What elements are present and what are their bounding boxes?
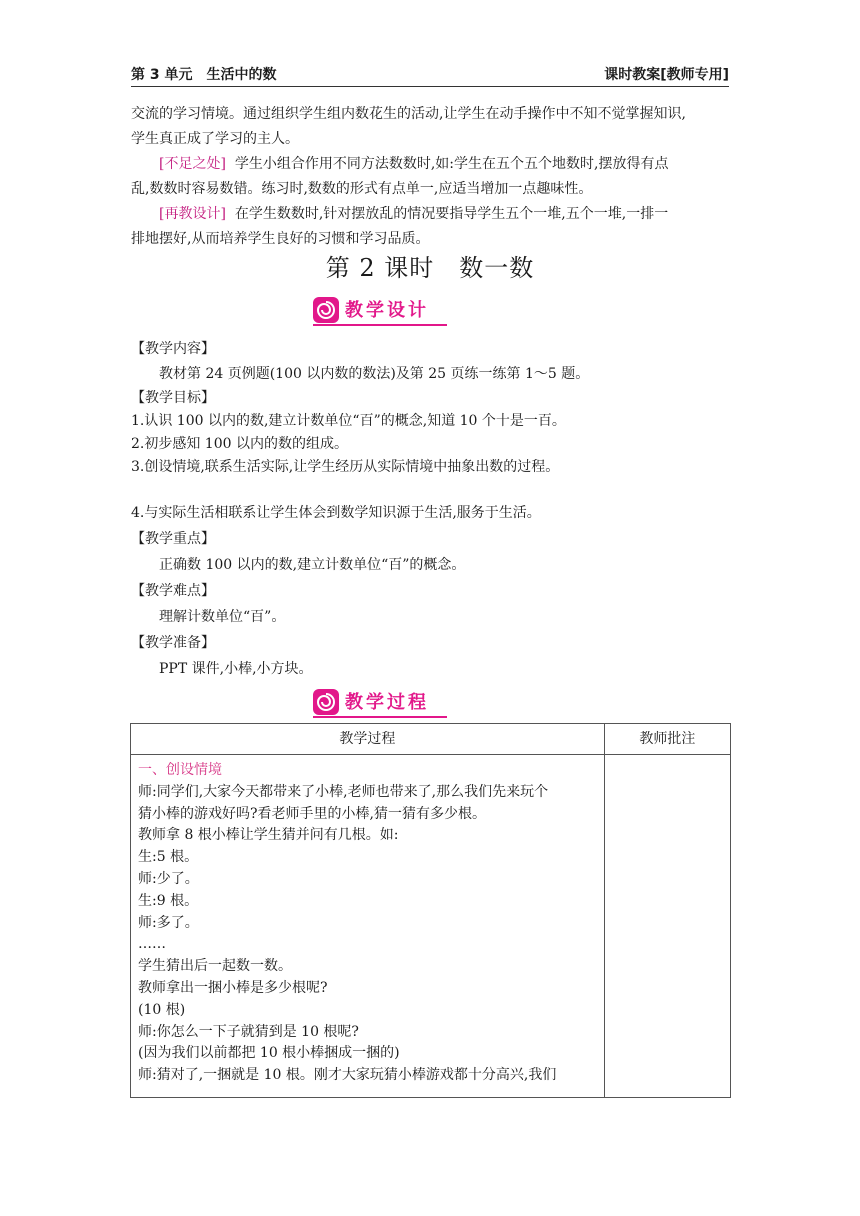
spiral-logo-icon bbox=[313, 297, 339, 323]
key-points-heading: 【教学重点】 bbox=[131, 531, 215, 547]
page-header bbox=[131, 64, 729, 87]
table-row bbox=[131, 755, 731, 1098]
section-title: 一、创设情境 bbox=[138, 762, 222, 778]
shortcoming-line-2: 乱,数数时容易数错。练习时,数数的形式有点单一,应适当增加一点趣味性。 bbox=[131, 181, 593, 197]
goal-item-1: 1.认识 100 以内的数,建立计数单位“百”的概念,知道 10 个十是一百。 bbox=[131, 413, 566, 429]
process-table bbox=[130, 723, 731, 1098]
prep-heading: 【教学准备】 bbox=[131, 635, 215, 651]
column-header-process: 教学过程 bbox=[131, 724, 605, 755]
shortcoming-tag: [不足之处] bbox=[159, 156, 226, 172]
process-banner bbox=[313, 688, 447, 718]
shortcoming-text-1: 学生小组合作用不同方法数数时,如:学生在五个五个地数时,摆放得有点 bbox=[234, 156, 669, 172]
difficulty-text: 理解计数单位“百”。 bbox=[159, 609, 286, 625]
process-line: …… bbox=[138, 936, 166, 953]
process-line: 教师拿出一捆小棒是多少根呢? bbox=[138, 979, 328, 996]
banner-underline bbox=[313, 324, 447, 326]
process-line: 生:5 根。 bbox=[138, 849, 199, 866]
process-line: 教师拿 8 根小棒让学生猜并问有几根。如: bbox=[138, 827, 399, 844]
redesign-line-2: 排地摆好,从而培养学生良好的习惯和学习品质。 bbox=[131, 231, 430, 247]
spiral-logo-icon bbox=[313, 689, 339, 715]
redesign-line-1 bbox=[159, 204, 668, 224]
process-line: 师:你怎么一下子就猜到是 10 根呢? bbox=[138, 1023, 359, 1040]
lesson-title: 第 2 课时 数一数 bbox=[325, 254, 535, 282]
process-cell bbox=[131, 755, 605, 1098]
intro-line-1: 交流的学习情境。通过组织学生组内数花生的活动,让学生在动手操作中不知不觉掌握知识, bbox=[131, 106, 686, 122]
design-banner-label: 教学设计 bbox=[345, 300, 429, 321]
difficulty-heading: 【教学难点】 bbox=[131, 583, 215, 599]
key-points-text: 正确数 100 以内的数,建立计数单位“百”的概念。 bbox=[159, 557, 466, 573]
shortcoming-line-1 bbox=[159, 154, 668, 174]
process-line: (10 根) bbox=[138, 1001, 186, 1018]
process-line: 猜小棒的游戏好吗?看老师手里的小棒,猜一猜有多少根。 bbox=[138, 805, 486, 822]
process-line: 生:9 根。 bbox=[138, 892, 199, 909]
goals-heading: 【教学目标】 bbox=[131, 390, 215, 406]
redesign-text-1: 在学生数数时,针对摆放乱的情况要指导学生五个一堆,五个一堆,一排一 bbox=[234, 206, 669, 222]
notes-cell[interactable] bbox=[604, 755, 730, 1098]
content-text: 教材第 24 页例题(100 以内数的数法)及第 25 页练一练第 1～5 题。 bbox=[159, 366, 590, 382]
prep-text: PPT 课件,小棒,小方块。 bbox=[159, 661, 313, 677]
column-header-notes: 教师批注 bbox=[604, 724, 730, 755]
process-line: (因为我们以前都把 10 根小棒捆成一捆的) bbox=[138, 1045, 400, 1062]
process-line: 师:多了。 bbox=[138, 914, 199, 931]
process-line: 师:同学们,大家今天都带来了小棒,老师也带来了,那么我们先来玩个 bbox=[138, 783, 549, 800]
content-heading: 【教学内容】 bbox=[131, 341, 215, 357]
goal-item-4: 4.与实际生活相联系让学生体会到数学知识源于生活,服务于生活。 bbox=[131, 505, 541, 521]
intro-line-2: 学生真正成了学习的主人。 bbox=[131, 131, 299, 147]
unit-title: 第 3 单元 生活中的数 bbox=[131, 67, 277, 83]
process-line: 师:猜对了,一捆就是 10 根。刚才大家玩猜小棒游戏都十分高兴,我们 bbox=[138, 1067, 557, 1084]
goal-item-3: 3.创设情境,联系生活实际,让学生经历从实际情境中抽象出数的过程。 bbox=[131, 459, 560, 475]
process-banner-label: 教学过程 bbox=[345, 692, 429, 713]
redesign-tag: [再教设计] bbox=[159, 206, 226, 222]
table-header-row bbox=[131, 724, 731, 755]
banner-underline bbox=[313, 716, 447, 718]
process-line: 学生猜出后一起数一数。 bbox=[138, 958, 292, 975]
goal-item-2: 2.初步感知 100 以内的数的组成。 bbox=[131, 436, 348, 452]
header-label: 课时教案[教师专用] bbox=[604, 67, 729, 83]
process-line: 师:少了。 bbox=[138, 870, 199, 887]
design-banner bbox=[313, 296, 447, 326]
